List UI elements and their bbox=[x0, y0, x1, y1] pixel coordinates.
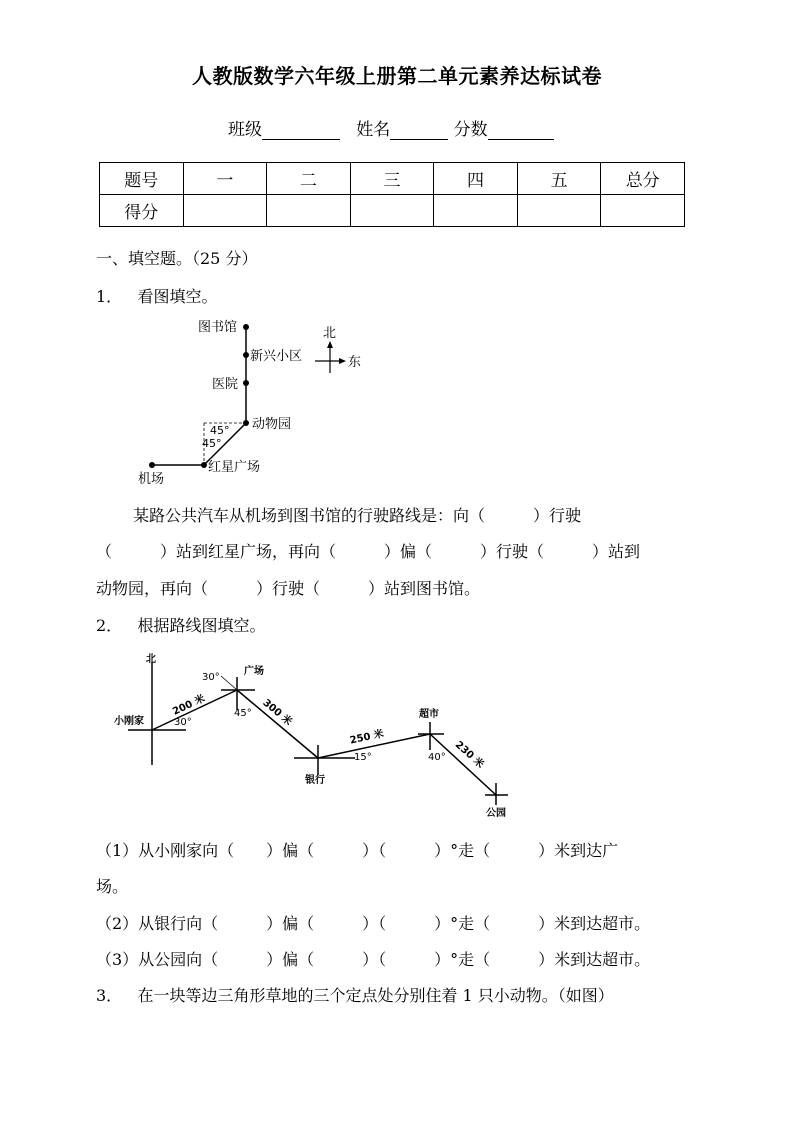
score-input-cell[interactable] bbox=[350, 195, 434, 227]
route-line bbox=[237, 690, 318, 758]
student-info-row bbox=[228, 115, 554, 140]
question-number: 3． bbox=[96, 986, 123, 1005]
distance-label: 250 米 bbox=[348, 728, 385, 747]
compass-north-label: 北 bbox=[323, 326, 337, 341]
page-title: 人教版数学六年级上册第二单元素养达标试卷 bbox=[192, 64, 602, 88]
angle-label: 40° bbox=[428, 752, 446, 763]
score-cell: 三 bbox=[350, 163, 434, 195]
class-blank[interactable] bbox=[262, 121, 340, 140]
question-prompt: 根据路线图填空。 bbox=[137, 616, 266, 635]
stop-dot bbox=[243, 380, 249, 386]
place-label: 机场 bbox=[138, 472, 165, 487]
q1-text-line: （ ）站到红星广场，再向（ ）偏（ ）行驶（ ）站到 bbox=[96, 542, 641, 561]
question-2 bbox=[96, 613, 265, 636]
name-blank[interactable] bbox=[390, 121, 448, 140]
q1-text-line: 某路公共汽车从机场到图书馆的行驶路线是：向（ ）行驶 bbox=[133, 506, 582, 525]
angle-label: 30° bbox=[174, 717, 192, 728]
place-label: 红星广场 bbox=[208, 460, 261, 475]
compass-east-label: 东 bbox=[348, 355, 362, 370]
question-3 bbox=[96, 983, 614, 1006]
score-input-cell[interactable] bbox=[601, 195, 685, 227]
east-arrow-icon bbox=[339, 358, 346, 364]
angle-label: 45° bbox=[234, 708, 252, 719]
q2-text-line: （1）从小刚家向（ ）偏（ ）（ ）°走（ ）米到达广 bbox=[96, 841, 619, 860]
distance-label: 230 米 bbox=[452, 739, 486, 771]
stop-dot bbox=[149, 462, 155, 468]
q1-text-line: 动物园，再向（ ）行驶（ ）站到图书馆。 bbox=[96, 579, 481, 598]
q1-route-map bbox=[130, 315, 370, 490]
stop-dot bbox=[243, 352, 249, 358]
score-cell: 一 bbox=[183, 163, 267, 195]
distance-label: 200 米 bbox=[171, 693, 207, 718]
score-input-cell[interactable] bbox=[183, 195, 267, 227]
compass-icon bbox=[315, 345, 342, 373]
stop-dot bbox=[201, 462, 207, 468]
stop-dot bbox=[243, 420, 249, 426]
score-input-cell[interactable] bbox=[517, 195, 601, 227]
score-label: 分数 bbox=[453, 120, 488, 140]
question-number: 1． bbox=[96, 287, 123, 306]
section-heading: 一、填空题。（25 分） bbox=[96, 249, 258, 268]
angle-label: 45° bbox=[210, 424, 230, 437]
place-label: 医院 bbox=[212, 377, 239, 392]
place-label: 图书馆 bbox=[198, 320, 238, 335]
class-label: 班级 bbox=[228, 120, 262, 140]
q2-text-line: （3）从公园向（ ）偏（ ）（ ）°走（ ）米到达超市。 bbox=[96, 950, 651, 969]
angle-label: 15° bbox=[354, 752, 372, 763]
stop-dot bbox=[243, 324, 249, 330]
q2-text-line: （2）从银行向（ ）偏（ ）（ ）°走（ ）米到达超市。 bbox=[96, 914, 651, 933]
question-text: 在一块等边三角形草地的三个定点处分别住着 1 只小动物。（如图） bbox=[137, 986, 614, 1005]
score-table-header-row bbox=[100, 163, 685, 195]
place-label: 超市 bbox=[419, 709, 439, 720]
score-blank[interactable] bbox=[488, 121, 554, 140]
score-table bbox=[99, 162, 685, 227]
q2-route-map bbox=[110, 650, 530, 822]
place-label: 广场 bbox=[244, 666, 264, 677]
question-prompt: 看图填空。 bbox=[137, 287, 218, 306]
name-label: 姓名 bbox=[356, 120, 391, 140]
north-label: 北 bbox=[146, 654, 156, 665]
distance-label: 300 米 bbox=[260, 697, 294, 728]
score-input-cell[interactable] bbox=[267, 195, 351, 227]
q2-text-line: 场。 bbox=[96, 877, 129, 896]
guide-line bbox=[221, 676, 237, 690]
place-label: 公园 bbox=[486, 808, 506, 819]
place-label: 新兴小区 bbox=[250, 349, 303, 364]
angle-label: 30° bbox=[202, 672, 220, 683]
score-cell: 二 bbox=[267, 163, 351, 195]
score-cell: 得分 bbox=[100, 195, 184, 227]
score-table-score-row bbox=[100, 195, 685, 227]
angle-label: 45° bbox=[202, 437, 222, 450]
north-arrow-icon bbox=[327, 341, 333, 348]
place-label: 银行 bbox=[305, 775, 325, 786]
question-1 bbox=[96, 284, 217, 307]
score-cell: 四 bbox=[434, 163, 518, 195]
place-label: 动物园 bbox=[252, 417, 292, 432]
score-input-cell[interactable] bbox=[434, 195, 518, 227]
score-cell: 五 bbox=[517, 163, 601, 195]
score-cell: 题号 bbox=[100, 163, 184, 195]
place-label: 小刚家 bbox=[114, 716, 144, 727]
score-cell: 总分 bbox=[601, 163, 685, 195]
question-number: 2． bbox=[96, 616, 123, 635]
